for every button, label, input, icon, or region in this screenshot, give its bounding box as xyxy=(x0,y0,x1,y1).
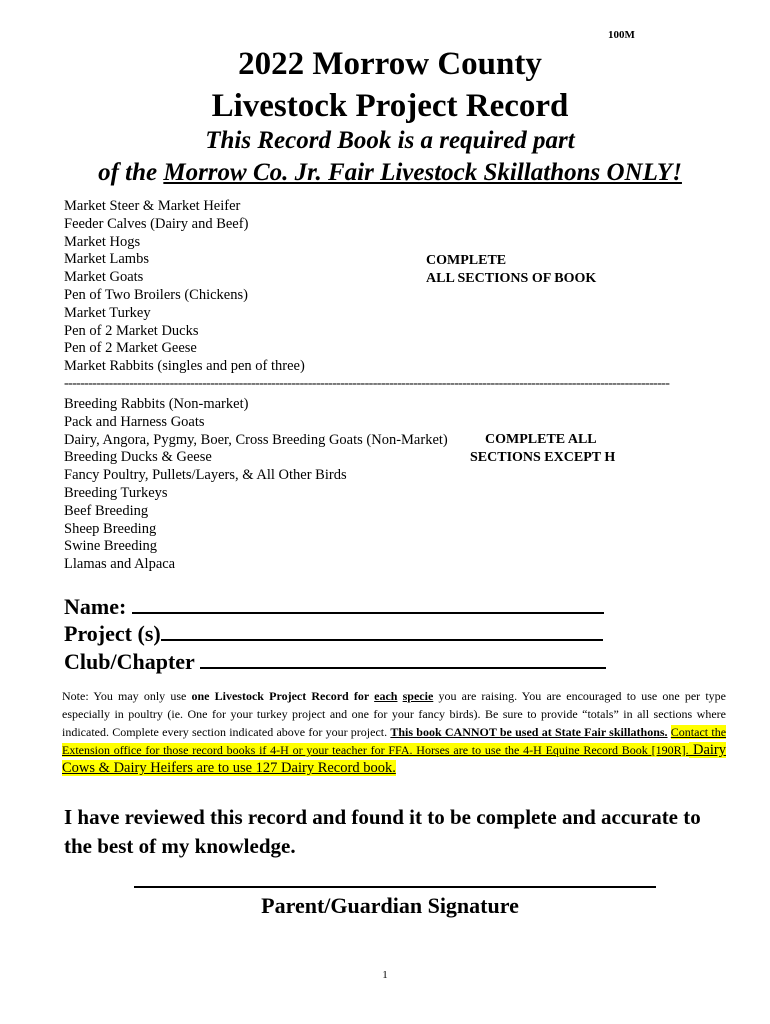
market-project-list xyxy=(64,198,305,376)
subtitle-line-1: This Record Book is a required part xyxy=(205,127,575,154)
subtitle-line-2 xyxy=(0,157,770,189)
name-blank-line[interactable] xyxy=(132,592,604,614)
list-item: Market Rabbits (singles and pen of three) xyxy=(64,358,305,375)
title-line-2: Livestock Project Record xyxy=(211,88,569,124)
list-item: Dairy, Angora, Pygmy, Boer, Cross Breeding Goats (Non-Market) xyxy=(64,431,448,448)
signature-caption: Parent/Guardian Signature xyxy=(261,893,519,918)
club-chapter-blank-line[interactable] xyxy=(200,647,606,669)
club-chapter-field[interactable] xyxy=(64,647,606,676)
highlighted-dairy-note: Dairy Cows & Dairy Heifers are to use 127 Dairy Record book. xyxy=(62,742,726,776)
project-label: Project (s) xyxy=(64,621,161,646)
list-item: Breeding Turkeys xyxy=(64,484,168,501)
list-item: Pen of Two Broilers (Chickens) xyxy=(64,286,248,303)
list-item: Market Hogs xyxy=(64,233,141,250)
title-line-1: 2022 Morrow County xyxy=(238,46,542,82)
list-item: Sheep Breeding xyxy=(64,520,157,537)
signature-line[interactable] xyxy=(134,886,656,888)
market-instruction-line-2: ALL SECTIONS OF BOOK xyxy=(426,271,597,286)
list-item: Market Steer & Market Heifer xyxy=(64,198,241,214)
club-chapter-label: Club/Chapter xyxy=(64,649,195,674)
highlighted-contact-note: Contact the Extension office for those record books if 4-H or your teacher for FFA. Horses are to use the 4-H Equine Record Book [190R]. xyxy=(62,725,727,757)
list-item: Fancy Poultry, Pullets/Layers, & All Other Birds xyxy=(64,467,347,484)
list-item: Breeding Ducks & Geese xyxy=(64,449,212,466)
list-item: Swine Breeding xyxy=(64,538,158,555)
usage-note: Note: You may only use one Livestock Project Record for each specie you are raising. You are encouraged to use one per type especially in poultry (ie. One for your turkey project and one for your fancy birds). Be sure to provide “totals” in all sections where indicated. Complete every section indicated above for your project. This book CANNOT be used at State Fair skillathons. Contact the Extension office for those record books if 4-H or your teacher for FFA. Horses are to use the 4-H Equine Record Book [190R]. Dairy Cows & Dairy Heifers are to use 127 Dairy Record book. xyxy=(62,689,727,776)
list-item: Breeding Rabbits (Non-market) xyxy=(64,396,249,412)
list-item: Market Lambs xyxy=(64,251,149,268)
breeding-instruction-line-2: SECTIONS EXCEPT H xyxy=(470,450,616,465)
project-blank-line[interactable] xyxy=(161,619,603,641)
list-item: Pack and Harness Goats xyxy=(64,413,205,430)
subtitle-prefix: of the xyxy=(98,159,164,186)
state-fair-warning: This book CANNOT be used at State Fair skillathons. xyxy=(390,725,668,739)
list-item: Pen of 2 Market Geese xyxy=(64,340,197,357)
project-field[interactable] xyxy=(64,619,603,648)
market-instruction-line-1: COMPLETE xyxy=(426,253,507,268)
review-statement: I have reviewed this record and found it to be complete and accurate to the best of my knowledge. xyxy=(64,805,701,858)
name-field[interactable] xyxy=(64,592,604,621)
breeding-instruction-line-1: COMPLETE ALL xyxy=(485,432,597,447)
form-code: 100M xyxy=(608,29,635,41)
breeding-project-list xyxy=(64,396,448,574)
list-item: Pen of 2 Market Ducks xyxy=(64,322,199,339)
list-item: Market Goats xyxy=(64,269,144,286)
page-number: 1 xyxy=(382,969,388,981)
name-label: Name: xyxy=(64,594,127,619)
section-divider: ----------------------------------------------------------------------------------------------------------------------------------------------------- xyxy=(64,376,670,391)
list-item: Beef Breeding xyxy=(64,502,149,519)
subtitle-underlined: Morrow Co. Jr. Fair Livestock Skillathons ONLY! xyxy=(163,159,682,186)
list-item: Llamas and Alpaca xyxy=(64,556,176,573)
list-item: Market Turkey xyxy=(64,304,151,321)
list-item: Feeder Calves (Dairy and Beef) xyxy=(64,215,249,232)
